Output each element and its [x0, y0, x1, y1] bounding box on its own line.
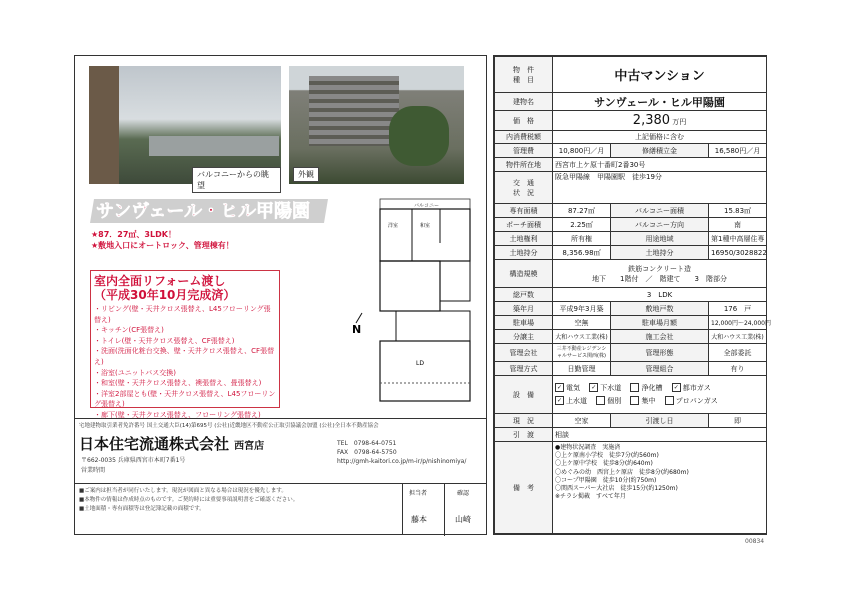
room-label: 洋室	[388, 223, 399, 229]
equip-item: ✓ 都市ガス	[673, 383, 711, 392]
fax-label: FAX	[337, 449, 349, 456]
spec-panel	[493, 55, 771, 535]
spec-label: 管理費	[495, 144, 553, 158]
remark-item: 〇関西スーパー大社店 徒歩15分(約1250m)	[555, 485, 678, 493]
north-label: N	[352, 323, 362, 336]
balcony-direction: 南	[709, 218, 767, 232]
staff-header: 確認	[457, 490, 470, 497]
remark-item: ●建物状況調査 実施済	[555, 444, 621, 451]
spec-label: 築年月	[495, 302, 553, 316]
remark-item: ※チラシ掲載 すべて年月	[555, 493, 626, 501]
seller: 大和ハウス工業(株)	[553, 330, 611, 344]
spec-label: 分譲主	[495, 330, 553, 344]
built-date: 平成9年3月築	[553, 302, 611, 316]
address: 西宮市上ケ原十番町2番30号	[553, 158, 767, 172]
mgmt-form: 全部委託	[709, 344, 767, 362]
mgmt-company: 三井不動産レジデンシャルサービス関西(株)	[553, 344, 611, 362]
spec-label: バルコニー方向	[611, 218, 709, 232]
equip-item: ✓ 上水道	[556, 396, 587, 405]
staff-box	[403, 483, 486, 535]
mgmt-fee: 10,800円／月	[553, 144, 611, 158]
company-name-row	[79, 433, 264, 454]
notes-box	[75, 483, 403, 535]
floor-plan-svg	[344, 193, 478, 408]
spec-label: 建物名	[495, 93, 553, 111]
spec-label: バルコニー面積	[611, 204, 709, 218]
license-text: 宅地建物取引業者免許番号 国土交通大臣(14)第695号 (公社)近畿地区不動産公正取引協議会加盟 (公社)全日本不動産協会	[79, 423, 379, 429]
property-name-svg	[88, 195, 332, 225]
spec-label: ポーチ面積	[495, 218, 553, 232]
equipment-cell	[553, 376, 767, 414]
spec-label: 土地持分	[611, 246, 709, 260]
spec-label: 現 況	[495, 414, 553, 428]
spec-label: 物件所在地	[495, 158, 553, 172]
remark-item: 〇上ケ原南小学校 徒歩7分(約560m)	[555, 452, 659, 460]
land-right: 所有権	[553, 232, 611, 246]
equip-item: ✓ 下水道	[591, 383, 622, 392]
equip-item: 集中	[630, 397, 655, 405]
note-item: ■本物件の情報は作成時点のものです。ご契約時には重要事項説明書をご確認ください。	[79, 497, 299, 503]
property-name-banner	[88, 195, 332, 225]
ldk-label: LD	[416, 360, 424, 367]
staff-name: 藤本	[411, 515, 427, 524]
room-label: 和室	[420, 223, 431, 229]
mgmt-type: 日勤管理	[553, 362, 611, 376]
equip-item: ✓ 電気	[556, 383, 580, 392]
spec-label: 管理方式	[495, 362, 553, 376]
balcony-view-photo	[89, 66, 281, 190]
spec-label: 物 件 種 目	[495, 57, 553, 93]
staff-name: 山崎	[455, 515, 471, 524]
spec-label: 備 考	[495, 442, 553, 534]
remark-item: 〇コープ甲陽園 徒歩10分(約750m)	[555, 476, 657, 484]
equip-item: 個別	[596, 397, 621, 405]
reform-item: ・廊下(壁・天井クロス張替え、フローリング張替え)	[94, 410, 261, 419]
reform-box	[90, 270, 280, 419]
tax: 上記価格に含む	[553, 131, 767, 144]
tel-label: TEL	[337, 440, 348, 447]
reform-item: ・リビング(壁・天井クロス張替え、L45フローリング張替え)	[94, 305, 271, 324]
price-unit: 万円	[672, 118, 687, 126]
spec-label: 内消費税額	[495, 131, 553, 144]
reform-item: ・洋室2部屋とも(壁・天井クロス張替え、L45フローリング張替え)	[94, 389, 276, 409]
spec-label: 駐車場月額	[611, 316, 709, 330]
company-address: 〒662-0035 兵庫県西宮市本町7番1号	[81, 457, 186, 464]
property-type: 中古マンション	[553, 57, 767, 93]
reform-item: ・トイレ(壁・天井クロス張替え、CF張替え)	[94, 336, 235, 345]
spec-label: 土地権利	[495, 232, 553, 246]
spec-label: 交 通 状 況	[495, 172, 553, 204]
spec-label: 引 渡	[495, 428, 553, 442]
balcony-label: バルコニー	[414, 203, 440, 209]
equip-item: プロパンガス	[665, 397, 718, 405]
mgmt-union: 有り	[709, 362, 767, 376]
spec-label: 用途地域	[611, 232, 709, 246]
spec-label: 価 格	[495, 111, 553, 131]
reform-title: 室内全面リフォーム渡し	[94, 274, 226, 288]
fax-number: 0798-64-5750	[354, 449, 397, 456]
building-name: サンヴェール・ヒル甲陽園	[553, 93, 767, 111]
business-hours: 営業時間	[81, 467, 106, 474]
company-url[interactable]: http://gmh-kaitori.co.jp/m-ir/p/nishinomiya/	[337, 458, 467, 465]
reform-item: ・浴室(ユニットバス交換)	[94, 368, 177, 377]
spec-label: 専有面積	[495, 204, 553, 218]
spec-label: 管理会社	[495, 344, 553, 362]
photo-caption: バルコニーからの眺望	[192, 167, 281, 193]
builder: 大和ハウス工業(株)	[709, 330, 767, 344]
transport: 阪急甲陽線 甲陽園駅 徒歩19分	[553, 172, 767, 204]
spec-label: 土地持分	[495, 246, 553, 260]
remarks-cell	[553, 442, 767, 534]
floor-plan	[344, 193, 478, 408]
contact-block	[337, 439, 466, 466]
spec-label: 修繕積立金	[611, 144, 709, 158]
balcony-area: 15.83㎡	[709, 204, 767, 218]
zoning: 第1種中高層住専	[709, 232, 767, 246]
spec-label: 施工会社	[611, 330, 709, 344]
reform-item: ・和室(壁・天井クロス張替え、襖張替え、畳張替え)	[94, 379, 262, 388]
delivery: 相談	[553, 428, 767, 442]
spec-label: 総戸数	[495, 288, 553, 302]
spec-label: 設 備	[495, 376, 553, 414]
land-area: 8,356.98㎡	[553, 246, 611, 260]
spec-label: 管理組合	[611, 362, 709, 376]
footer-code: 00834	[745, 538, 765, 545]
reform-item: ・洗面(洗面化粧台交換、壁・天井クロス張替え、CF張替え)	[94, 347, 275, 366]
structure: 鉄筋コンクリート造	[628, 264, 691, 273]
parking-fee: 12,000円～24,000円	[709, 316, 767, 330]
spec-label: 駐車場	[495, 316, 553, 330]
spec-label: 構造規模	[495, 260, 553, 288]
parking-count: 176 戸	[709, 302, 767, 316]
reform-item: ・キッチン(CF張替え)	[94, 326, 164, 335]
spec-label: 引渡し日	[611, 414, 709, 428]
area: 87.27㎡	[553, 204, 611, 218]
floors: 地下 1階付 ／ 階建て 3 階部分	[592, 274, 727, 283]
handover: 即	[709, 414, 767, 428]
porch-area: 2.25㎡	[553, 218, 611, 232]
remark-item: 〇上ケ原中学校 徒歩8分(約640m)	[555, 460, 653, 468]
remark-item: 〇めぐみの幼 西宮上ケ原店 徒歩8分(約680m)	[555, 468, 689, 476]
note-item: ■土地面積・専有面積等は登記簿記載の面積です。	[79, 506, 205, 512]
headline-security: ★敷地入口にオートロック、管理棟有！	[91, 241, 234, 250]
company-name: 日本住宅流通株式会社	[79, 435, 230, 453]
branch-name: 西宮店	[234, 441, 265, 452]
spec-label: 管理形態	[611, 344, 709, 362]
headline-size: ★87．27㎡、3LDK！	[91, 230, 176, 239]
spec-label: 敷地戸数	[611, 302, 709, 316]
equip-item: 浄化槽	[630, 384, 662, 392]
reform-subtitle: （平成30年10月完成済）	[94, 288, 236, 302]
note-item: ■ご案内は担当者が同行いたします。現況が図面と異なる場合は現況を優先します。	[79, 488, 287, 494]
photo-caption: 外観	[293, 167, 319, 182]
land-share: 16950/3028822	[709, 246, 767, 260]
price: 2,380	[632, 113, 671, 128]
structure-cell	[553, 260, 767, 288]
parking: 空無	[553, 316, 611, 330]
spec-table	[494, 56, 771, 534]
exterior-photo	[289, 66, 464, 184]
layout: 3 LDK	[553, 288, 767, 302]
status: 空家	[553, 414, 611, 428]
staff-header: 担当者	[409, 490, 428, 497]
price-cell	[553, 111, 767, 131]
company-section	[75, 418, 486, 534]
property-name: サンヴェール・ヒル甲陽園	[96, 201, 311, 222]
repair-fund: 16,580円／月	[709, 144, 767, 158]
tel-number[interactable]: 0798-64-0751	[353, 440, 397, 447]
